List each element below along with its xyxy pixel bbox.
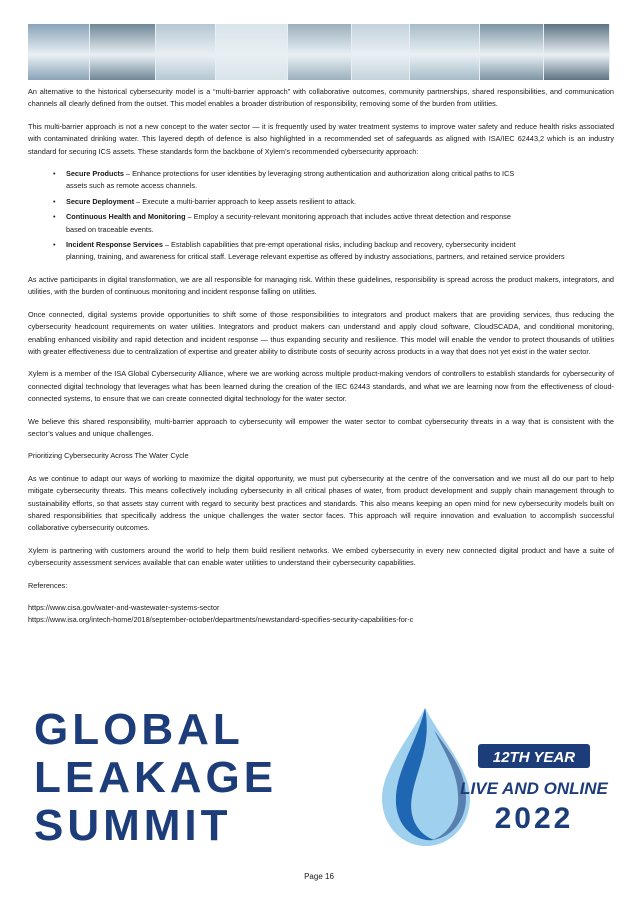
banner-photo-tank (216, 24, 288, 80)
paragraph-isa-alliance: Xylem is a member of the ISA Global Cybersecurity Alliance, where we are working across multiple product-making vendors of controllers to establish standards for cybersecurity of connected digital technology that leverages what has been learned during the creation of the IEC 62443 standards, and what we are learning now from the effectiveness of cloud-connected systems, to ensure that we can create connected digital technology for the water sector. (28, 369, 614, 404)
section-heading: Prioritizing Cybersecurity Across The Water Cycle (28, 451, 189, 461)
logo-word-leakage: LEAKAGE (34, 753, 278, 802)
badge-text: 12TH YEAR (492, 749, 576, 766)
paragraph-adapt-ways: As we continue to adapt our ways of working to maximize the digital opportunity, we must put cybersecurity at the centre of the conversation and we must all do our part to help mitigate cybersecurity threats. This means collectively including cybersecurity in all critical phases of water, from product development and supply chain management through to sustainability efforts, so that assets stay current with regard to security best practices and standards. This also means keeping an open mind for new cybersecurity models built on shared responsibilities that specifically address the unique challenges the water sector faces. This approach will require innovation and evaluation to accomplish successful collaborative cybersecurity outcomes. (28, 473, 614, 533)
logo-year: 2022 (494, 802, 574, 835)
banner-photo-panel (480, 24, 544, 80)
banner-photo-pipes (90, 24, 156, 80)
banner-photo-treatment (156, 24, 216, 80)
page-number: Page 16 (304, 872, 334, 881)
banner-photo-meter (410, 24, 480, 80)
paragraph-shared-responsibility: As active participants in digital transformation, we are all responsible for managing risk. Within these guidelines, responsibility is spread across the product makers, integrators, and utilities, with the burden of continuous monitoring and incident response falling on utilities. (28, 274, 614, 297)
header-photo-banner (28, 24, 610, 80)
water-drop-icon (382, 708, 470, 846)
paragraph-multi-barrier-intro: An alternative to the historical cybersecurity model is a “multi-barrier approach” with collaborative outcomes, community partnerships, shared responsibilities, and communication channels all clearly defined from the outset. This model enables a broader distribution of responsibility, removing some of the burden from utilities. (28, 87, 614, 109)
bullet-continuous-health: • Continuous Health and Monitoring – Employ a security-relevant monitoring approach that includes active threat detection and response based on traceable events. (66, 211, 614, 236)
standards-bullet-list (28, 168, 614, 264)
paragraph-belief: We believe this shared responsibility, multi-barrier approach to cybersecurity will empower the water sector to combat cybersecurity threats in a way that is consistent with the sector’s values and unique challenges. (28, 416, 614, 438)
logo-tagline: LIVE AND ONLINE (460, 779, 608, 798)
banner-photo-plant (352, 24, 410, 80)
reference-link-isa[interactable]: https://www.isa.org/intech-home/2018/september-october/departments/newstandard-specifies-security-capabilities-for-c (28, 615, 414, 625)
logo-word-summit: SUMMIT (34, 801, 232, 850)
article-body (28, 86, 614, 627)
paragraph-connected-systems: Once connected, digital systems provide opportunities to shift some of those responsibilities to integrators and product makers that are providing services, thus reducing the cybersecurity headcount requirements on water utilities. Integrators and product makers can understand and apply cloud software, CloudSCADA, and conditional monitoring, enabling enhanced visibility and rapid detection and incident response — thus expanding security and resilience. This model will enable the vendor to protect thousands of utilities with greater effectiveness due to centralization of expertise and greater ability to distribute costs of security across products in a way that does not yet exist in the water sector. (28, 309, 614, 356)
paragraph-water-sector-concept: This multi-barrier approach is not a new concept to the water sector — it is frequently used by water treatment systems to improve water safety and reduce health risks associated with contaminated drinking water. This layered depth of defence is also highlighted in a recommended set of safeguards as aligned with ISA/IEC 62443,2 which is an industry standard for securing ICS assets. These standards form the backbone of Xylem’s recommended cybersecurity approach: (28, 121, 614, 156)
logo-word-global: GLOBAL (34, 705, 244, 754)
banner-photo-map (28, 24, 90, 80)
global-leakage-summit-logo (30, 700, 610, 850)
bullet-incident-response: • Incident Response Services – Establish capabilities that pre-empt operational risks, including backup and recovery, cybersecurity incident planning, training, and awareness for critical staff. Leverage relevant expertise as offered by industry associations, partners, and retained service providers (66, 239, 614, 264)
bullet-secure-deployment: • Secure Deployment – Execute a multi-barrier approach to keep assets resilient to attack. (66, 196, 614, 208)
references-label: References: (28, 580, 68, 590)
paragraph-partnering: Xylem is partnering with customers around the world to help them build resilient networks. We embed cybersecurity in every new connected digital product and have a suite of cybersecurity assessment services available that can enable water utilities to understand their cybersecurity capabilities. (28, 545, 614, 568)
banner-photo-field (288, 24, 352, 80)
banner-photo-worker (544, 24, 610, 80)
references-list (28, 602, 614, 627)
reference-link-cisa[interactable]: https://www.cisa.gov/water-and-wastewater-systems-sector (28, 603, 220, 612)
bullet-secure-products: • Secure Products – Enhance protections for user identities by leveraging strong authentication and authorization along critical paths to ICS assets such as remote access channels. (66, 168, 614, 193)
